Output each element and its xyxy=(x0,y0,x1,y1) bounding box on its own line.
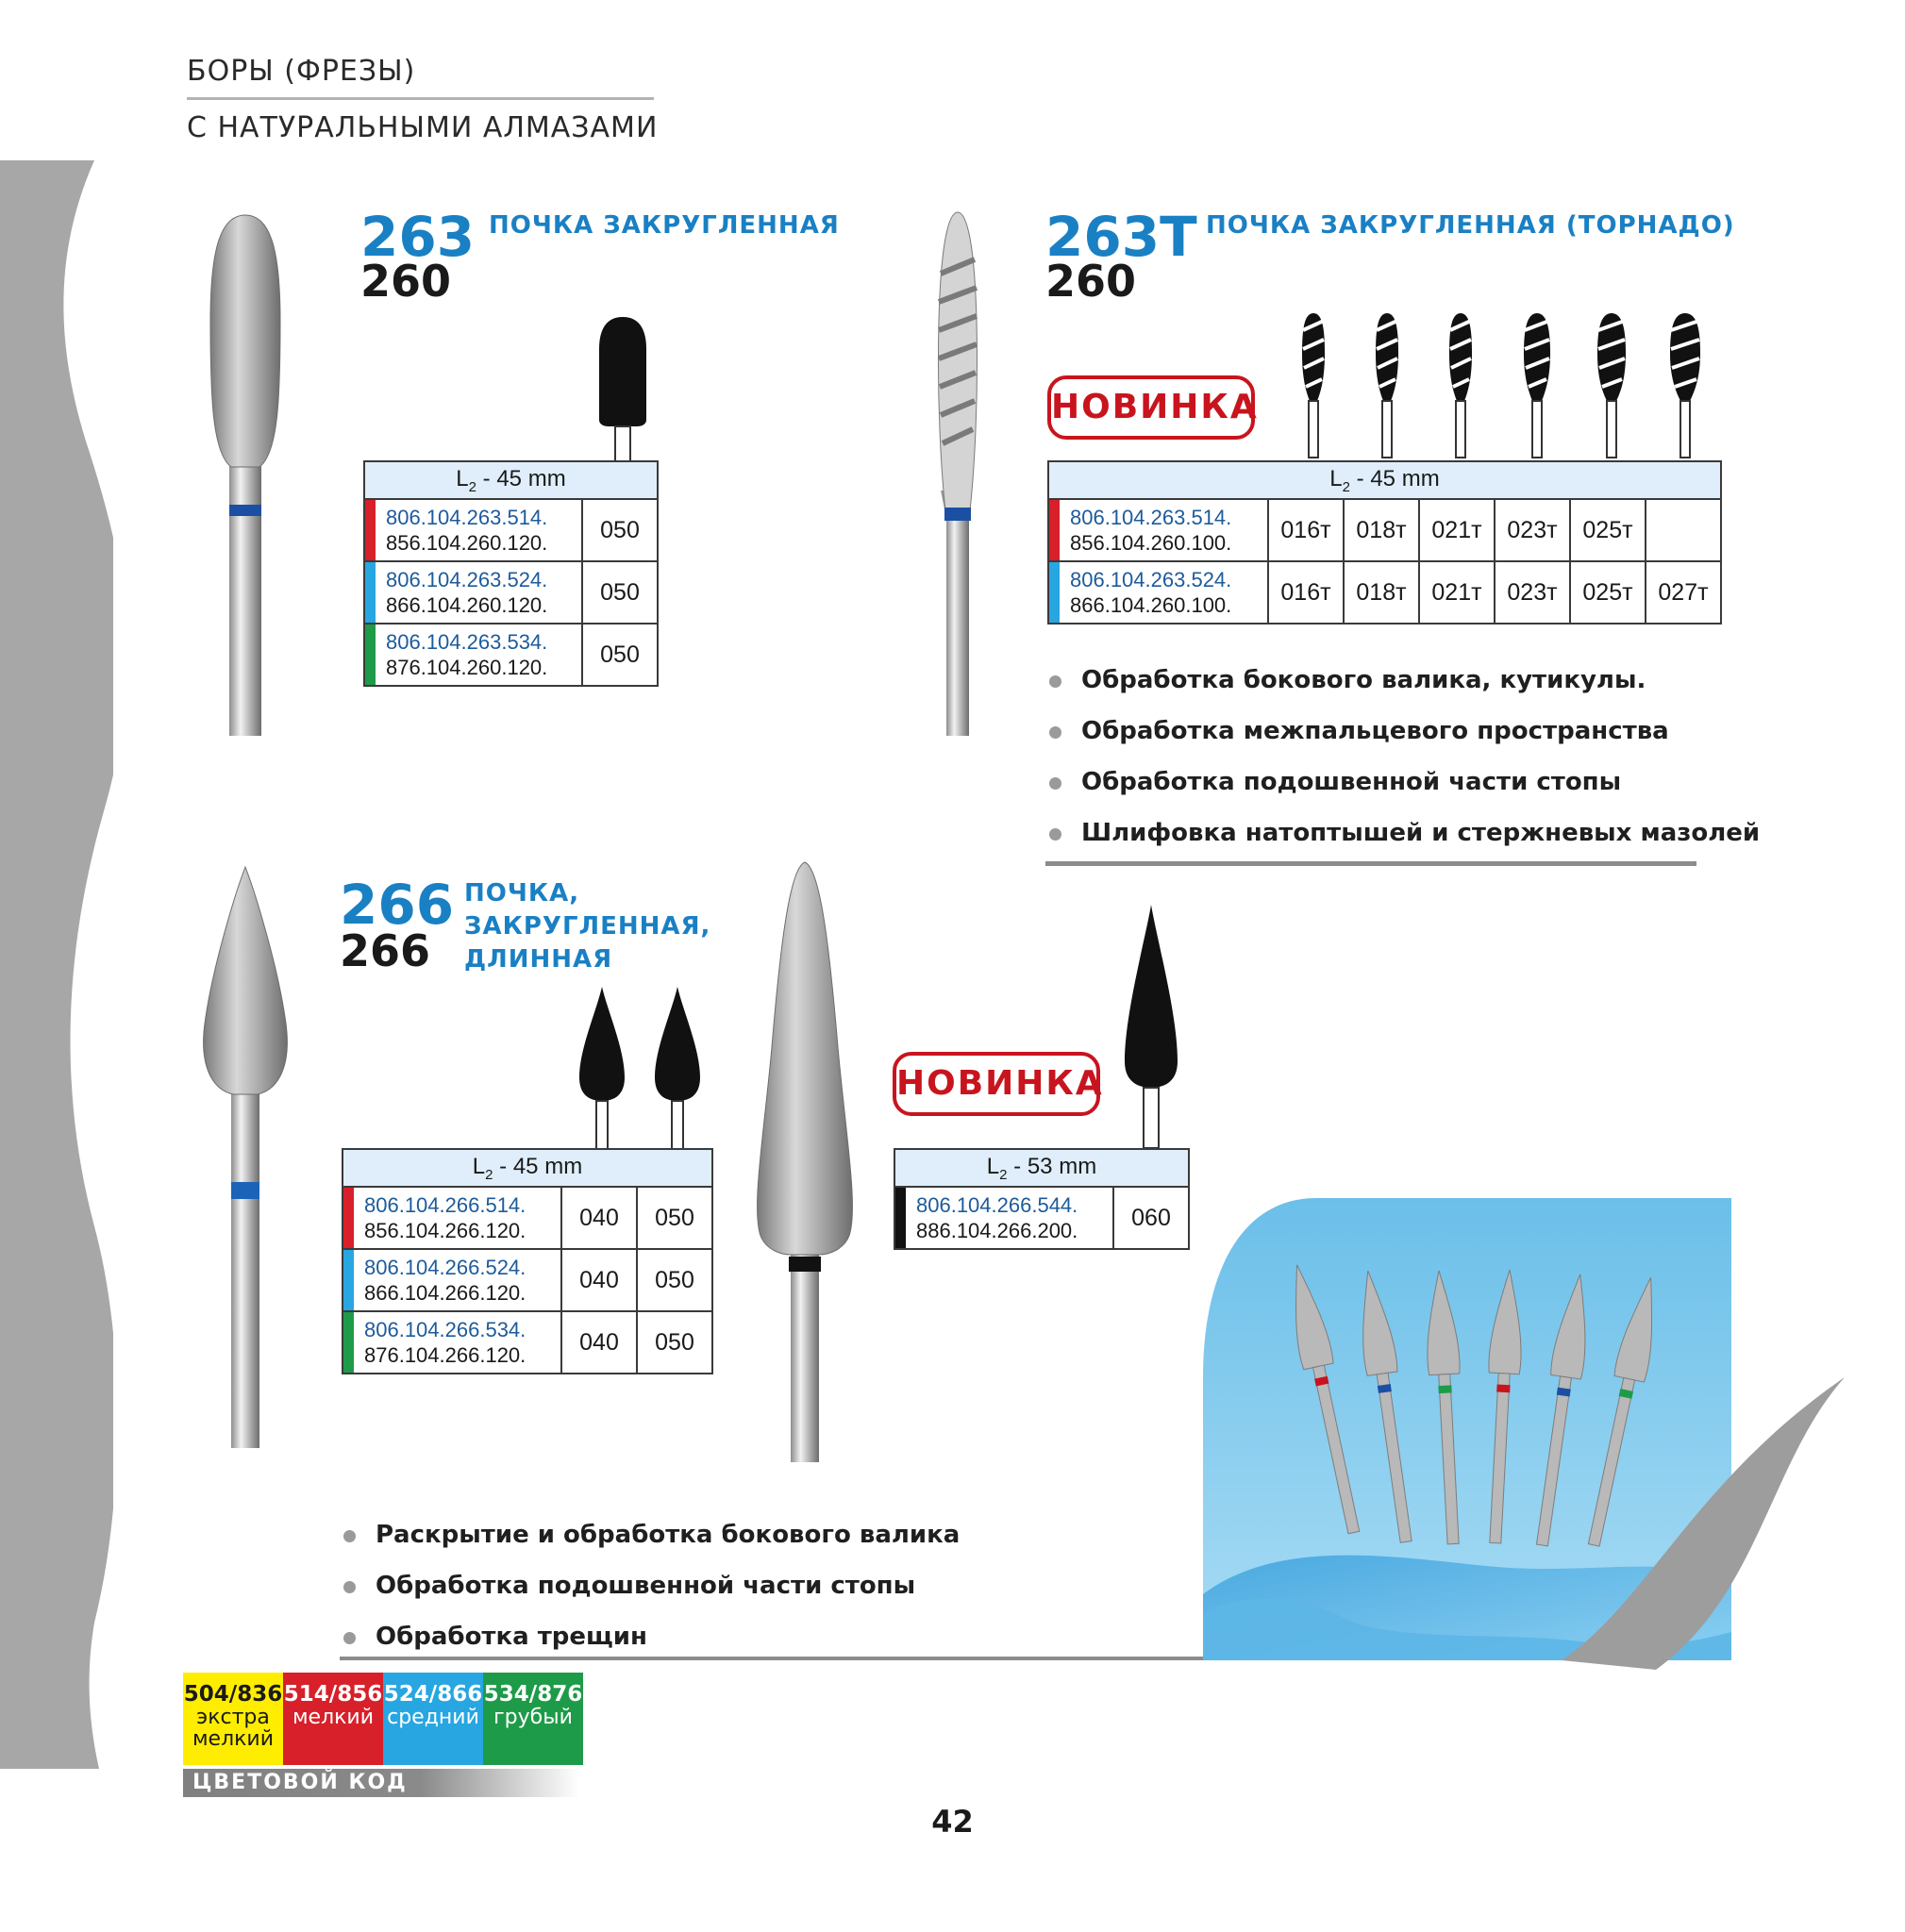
table-row: 806.104.263.534. 876.104.260.120. 050 xyxy=(364,624,658,686)
list-item: Обработка подошвенной части стопы xyxy=(1045,757,1760,808)
spec-table-263 xyxy=(363,460,659,687)
table-row: 806.104.266.514. 856.104.266.120. 040 050 xyxy=(343,1187,712,1249)
spec-table-263T xyxy=(1047,460,1722,625)
section-divider xyxy=(340,1657,1208,1660)
product-title-263: ПОЧКА ЗАКРУГЛЕННАЯ xyxy=(489,211,840,240)
product-code-260-tornado: 260 xyxy=(1045,256,1137,307)
list-item: Обработка трещин xyxy=(340,1611,960,1662)
table-row: 806.104.266.534. 876.104.266.120. 040 050 xyxy=(343,1311,712,1374)
bur-266-long-silhouette xyxy=(1121,901,1181,1148)
product-code-263T: 263T xyxy=(1045,205,1197,269)
product-code-266: 266 xyxy=(340,873,455,937)
section-divider xyxy=(1045,861,1696,866)
table-row: 806.104.263.524. 866.104.260.120. 050 xyxy=(364,561,658,624)
list-item: Обработка подошвенной части стопы xyxy=(340,1560,960,1611)
length-cell: $L_2 - 53$ mm xyxy=(894,1149,1189,1187)
spec-table-266 xyxy=(342,1148,713,1374)
list-item: Шлифовка натоптышей и стержневых мазолей xyxy=(1045,808,1760,858)
features-list-266 xyxy=(340,1509,960,1662)
product-code-263: 263 xyxy=(360,205,476,269)
list-item: Обработка бокового валика, кутикулы. xyxy=(1045,655,1760,706)
table-row: 806.104.266.544. 886.104.266.200. 060 xyxy=(894,1187,1189,1249)
bur-263T-photo xyxy=(920,208,995,736)
header-subcategory: С НАТУРАЛЬНЫМИ АЛМАЗАМИ xyxy=(187,111,659,144)
list-item: Раскрытие и обработка бокового валика xyxy=(340,1509,960,1560)
product-title-266: ПОЧКА, ЗАКРУГЛЕННАЯ, ДЛИННАЯ xyxy=(464,879,711,974)
product-code-260: 260 xyxy=(360,256,452,307)
table-row: 806.104.263.514. 856.104.260.120. 050 xyxy=(364,499,658,561)
product-title-263T: ПОЧКА ЗАКРУГЛЕННАЯ (ТОРНАДО) xyxy=(1206,211,1735,240)
color-code-caption: ЦВЕТОВОЙ КОД xyxy=(183,1769,579,1797)
side-wave-decoration xyxy=(0,0,113,1932)
spec-table-266-long xyxy=(894,1148,1190,1250)
color-code-coarse: 534/876 грубый xyxy=(483,1673,583,1765)
bur-266-photo xyxy=(193,863,297,1448)
color-code-extra-fine: 504/836 экстра мелкий xyxy=(183,1673,283,1765)
burs-on-glove-photo xyxy=(1203,1198,1845,1670)
table-row: 806.104.263.514. 856.104.260.100. 016т 018т 021т 023т 025т xyxy=(1048,499,1721,561)
new-badge: НОВИНКА xyxy=(1047,375,1255,440)
product-code-266-alt: 266 xyxy=(340,925,431,976)
features-list-263T xyxy=(1045,655,1760,858)
list-item: Обработка межпальцевого пространства xyxy=(1045,706,1760,757)
color-code-medium: 524/866 средний xyxy=(383,1673,483,1765)
table-row: 806.104.263.524. 866.104.260.100. 016т 018т 021т 023т 025т 027т xyxy=(1048,561,1721,624)
header-divider xyxy=(187,97,654,100)
bur-263-photo xyxy=(193,208,297,736)
bur-266-silhouettes xyxy=(576,983,708,1151)
new-badge: НОВИНКА xyxy=(893,1052,1100,1116)
length-cell: $L_2 - 45$ mm xyxy=(1048,461,1721,499)
bur-263-silhouette xyxy=(594,311,651,462)
header-category: БОРЫ (ФРЕЗЫ) xyxy=(187,55,416,88)
bur-266-long-photo xyxy=(744,858,866,1462)
color-code-fine: 514/856 мелкий xyxy=(283,1673,383,1765)
length-cell: $L_2 - 45$ mm xyxy=(364,461,658,499)
page-number: 42 xyxy=(931,1804,974,1840)
table-row: 806.104.266.524. 866.104.266.120. 040 050 xyxy=(343,1249,712,1311)
length-cell: $L_2 - 45$ mm xyxy=(343,1149,712,1187)
tornado-silhouettes xyxy=(1291,311,1706,462)
